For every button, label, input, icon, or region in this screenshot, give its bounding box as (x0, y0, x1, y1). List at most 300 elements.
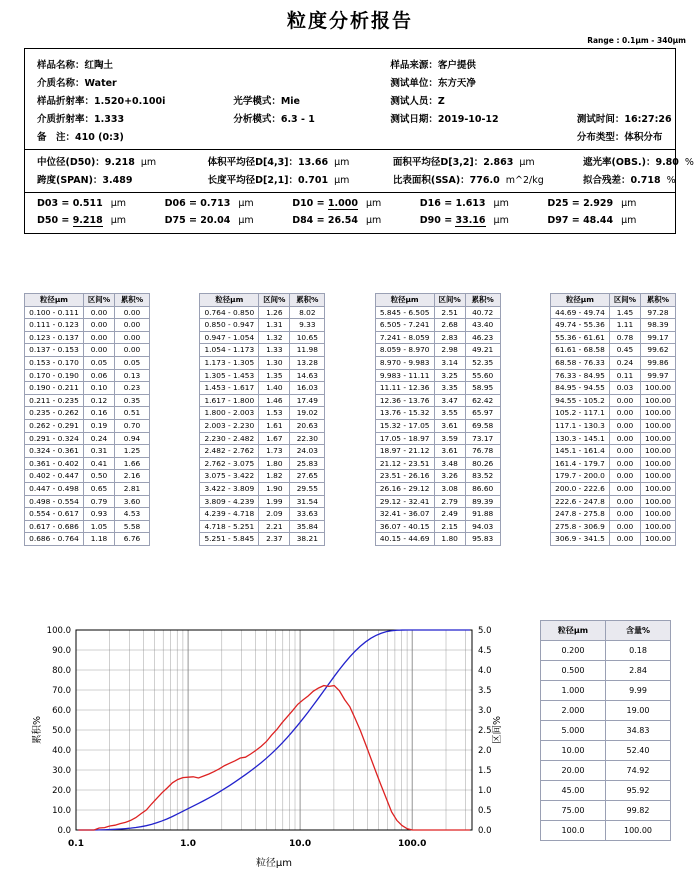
table-cell: 2.15 (434, 520, 465, 533)
table-row (375, 356, 500, 369)
table-cell: 38.21 (290, 533, 325, 546)
table-cell: 26.16 - 29.12 (375, 482, 434, 495)
percentile-label: D97 = (547, 215, 584, 226)
table-cell: 2.83 (434, 331, 465, 344)
table-cell: 0.324 - 0.361 (25, 445, 84, 458)
table-cell: 20.00 (541, 761, 606, 781)
range-label: Range : 0.1μm - 340μm (587, 36, 686, 45)
table-cell: 100.00 (640, 457, 675, 470)
table-cell: 200.0 - 222.6 (550, 482, 609, 495)
table-cell: 2.762 - 3.075 (200, 457, 259, 470)
info-field (577, 93, 675, 107)
table-row (550, 306, 675, 319)
table-cell: 17.05 - 18.97 (375, 432, 434, 445)
content-summary-table (540, 620, 671, 841)
table-row (25, 356, 150, 369)
table-cell: 40.72 (465, 306, 500, 319)
table-row (25, 508, 150, 521)
table-row (541, 741, 671, 761)
report-page (0, 6, 700, 881)
table-cell: 2.98 (434, 344, 465, 357)
percentile-label: D75 = (164, 215, 201, 226)
table-row (550, 356, 675, 369)
y-axis-left-tick: 60.0 (52, 706, 71, 716)
table-cell: 100.00 (640, 482, 675, 495)
y-axis-left-tick: 80.0 (52, 666, 71, 676)
table-cell: 0.00 (609, 419, 640, 432)
stats-field (393, 172, 583, 186)
info-label: 测试日期： (390, 114, 438, 125)
table-cell: 3.25 (434, 369, 465, 382)
table-cell: 0.70 (115, 419, 150, 432)
table-cell: 105.2 - 117.1 (550, 407, 609, 420)
info-label: 测试人员： (390, 96, 438, 107)
table-cell: 1.05 (84, 520, 115, 533)
table-header-row (25, 294, 150, 307)
table-cell: 4.239 - 4.718 (200, 508, 259, 521)
info-value: Z (437, 96, 445, 107)
table-cell: 15.32 - 17.05 (375, 419, 434, 432)
info-field (577, 75, 675, 89)
table-cell: 100.00 (640, 520, 675, 533)
table-cell: 0.235 - 0.262 (25, 407, 84, 420)
column-header: 粒径μm (375, 294, 434, 307)
table-cell: 222.6 - 247.8 (550, 495, 609, 508)
info-value: 客户提供 (437, 60, 476, 71)
table-row (550, 445, 675, 458)
table-cell: 0.19 (84, 419, 115, 432)
table-cell: 31.54 (290, 495, 325, 508)
table-cell: 3.48 (434, 457, 465, 470)
table-row (550, 344, 675, 357)
column-header: 累积% (115, 294, 150, 307)
info-field (233, 57, 390, 71)
info-field (577, 111, 675, 125)
distribution-table (24, 293, 150, 546)
table-cell: 306.9 - 341.5 (550, 533, 609, 546)
table-cell: 1.18 (84, 533, 115, 546)
table-cell: 16.03 (290, 382, 325, 395)
stats-value: 9.218 (104, 157, 135, 168)
info-field (233, 129, 390, 143)
table-cell: 29.55 (290, 482, 325, 495)
stats-field (208, 172, 393, 186)
percentile-unit: μm (493, 215, 509, 226)
table-cell: 2.230 - 2.482 (200, 432, 259, 445)
y-axis-left-tick: 70.0 (52, 686, 71, 696)
info-value: 1.520+0.100i (94, 96, 166, 107)
table-row (375, 369, 500, 382)
table-cell: 0.947 - 1.054 (200, 331, 259, 344)
table-row (200, 356, 325, 369)
table-cell: 8.059 - 8.970 (375, 344, 434, 357)
table-cell: 11.98 (290, 344, 325, 357)
info-label: 光学模式： (233, 96, 281, 107)
percentile-unit: μm (493, 198, 509, 209)
y-axis-left-tick: 40.0 (52, 746, 71, 756)
info-value: 体积分布 (624, 132, 663, 143)
table-cell: 0.11 (609, 369, 640, 382)
table-cell: 1.32 (259, 331, 290, 344)
table-cell: 1.90 (259, 482, 290, 495)
table-cell: 80.26 (465, 457, 500, 470)
table-row (550, 407, 675, 420)
y-axis-right-tick: 2.5 (478, 726, 492, 736)
table-cell: 6.76 (115, 533, 150, 546)
distribution-table (375, 293, 501, 546)
percentile-unit: μm (621, 198, 637, 209)
table-cell: 0.211 - 0.235 (25, 394, 84, 407)
table-cell: 52.40 (606, 741, 671, 761)
table-row (200, 533, 325, 546)
table-cell: 0.00 (609, 470, 640, 483)
table-cell: 0.190 - 0.211 (25, 382, 84, 395)
table-cell: 0.00 (115, 319, 150, 332)
table-cell: 0.361 - 0.402 (25, 457, 84, 470)
table-cell: 3.47 (434, 394, 465, 407)
table-cell: 99.17 (640, 331, 675, 344)
table-cell: 179.7 - 200.0 (550, 470, 609, 483)
table-cell: 3.35 (434, 382, 465, 395)
percentile-field (547, 215, 675, 226)
table-cell: 1.82 (259, 470, 290, 483)
percentile-unit: μm (110, 215, 127, 226)
table-cell: 100.00 (640, 407, 675, 420)
percentile-label: D03 = (37, 198, 73, 209)
table-row (375, 495, 500, 508)
table-cell: 1.173 - 1.305 (200, 356, 259, 369)
stats-unit: μm (334, 157, 350, 168)
chart-svg (24, 618, 524, 868)
table-cell: 24.03 (290, 445, 325, 458)
info-field (390, 93, 577, 107)
info-label: 测试时间： (576, 114, 625, 125)
table-cell: 12.36 - 13.76 (375, 394, 434, 407)
table-cell: 86.60 (465, 482, 500, 495)
table-row (375, 482, 500, 495)
table-cell: 1.46 (259, 394, 290, 407)
table-cell: 0.05 (115, 356, 150, 369)
stats-label: 遮光率(OBS.)： (583, 157, 656, 168)
percentile-field (547, 198, 675, 209)
table-row (200, 331, 325, 344)
table-row (200, 482, 325, 495)
table-row (375, 470, 500, 483)
column-header: 区间% (84, 294, 115, 307)
percentile-unit: μm (365, 198, 382, 209)
table-row (25, 533, 150, 546)
table-cell: 7.241 - 8.059 (375, 331, 434, 344)
info-value: 410 (0:3) (75, 132, 124, 143)
table-cell: 0.05 (84, 356, 115, 369)
table-cell: 99.62 (640, 344, 675, 357)
info-field (25, 111, 233, 125)
y-axis-right-tick: 1.5 (478, 766, 492, 776)
percentile-value: 26.54 (327, 215, 358, 226)
stats-label: 中位径(D50)： (37, 157, 105, 168)
x-axis-tick: 100.0 (397, 839, 427, 849)
info-field (233, 111, 390, 125)
table-row (550, 319, 675, 332)
info-field (390, 57, 577, 71)
column-header: 累积% (640, 294, 675, 307)
table-cell: 3.14 (434, 356, 465, 369)
stats-unit: μm (519, 157, 535, 168)
table-cell: 44.69 - 49.74 (550, 306, 609, 319)
table-cell: 0.24 (609, 356, 640, 369)
info-row (25, 109, 675, 127)
table-row (200, 319, 325, 332)
info-row (25, 91, 675, 109)
table-cell: 0.06 (84, 369, 115, 382)
table-cell: 0.00 (115, 331, 150, 344)
table-cell: 3.61 (434, 445, 465, 458)
table-row (200, 419, 325, 432)
percentile-value: 9.218 (72, 215, 103, 226)
table-cell: 2.51 (434, 306, 465, 319)
table-cell: 2.81 (115, 482, 150, 495)
table-cell: 0.402 - 0.447 (25, 470, 84, 483)
table-cell: 2.482 - 2.762 (200, 445, 259, 458)
table-cell: 69.58 (465, 419, 500, 432)
percentile-field (25, 215, 165, 226)
table-cell: 18.97 - 21.12 (375, 445, 434, 458)
table-cell: 0.23 (115, 382, 150, 395)
table-row (25, 394, 150, 407)
table-cell: 9.33 (290, 319, 325, 332)
table-cell: 1.31 (259, 319, 290, 332)
table-cell: 2.79 (434, 495, 465, 508)
table-cell: 75.00 (541, 801, 606, 821)
table-cell: 17.49 (290, 394, 325, 407)
table-cell: 65.97 (465, 407, 500, 420)
table-cell: 1.40 (259, 382, 290, 395)
y-axis-left-tick: 90.0 (52, 646, 71, 656)
percentile-field (165, 198, 293, 209)
table-cell: 2.003 - 2.230 (200, 419, 259, 432)
info-value: 2019-10-12 (437, 114, 499, 125)
info-value: 东方天净 (437, 78, 476, 89)
table-cell: 2.37 (259, 533, 290, 546)
info-value: 16:27:26 (624, 114, 672, 125)
stats-label: 体积平均径D[4,3]： (207, 157, 299, 168)
table-cell: 0.50 (84, 470, 115, 483)
table-cell: 14.63 (290, 369, 325, 382)
table-row (25, 520, 150, 533)
table-cell: 58.95 (465, 382, 500, 395)
table-cell: 9.99 (606, 681, 671, 701)
info-label: 介质名称： (37, 78, 85, 89)
table-cell: 0.00 (609, 482, 640, 495)
table-row (200, 457, 325, 470)
table-row (550, 331, 675, 344)
info-value: Water (84, 78, 117, 89)
table-cell: 33.63 (290, 508, 325, 521)
table-cell: 94.55 - 105.2 (550, 394, 609, 407)
info-label: 分析模式： (233, 114, 281, 125)
table-row (375, 344, 500, 357)
table-row (200, 369, 325, 382)
table-cell: 0.16 (84, 407, 115, 420)
table-row (200, 445, 325, 458)
table-row (200, 344, 325, 357)
stats-unit: μm (140, 157, 157, 168)
table-cell: 5.845 - 6.505 (375, 306, 434, 319)
percentile-field (420, 215, 548, 226)
table-cell: 27.65 (290, 470, 325, 483)
table-cell: 2.09 (259, 508, 290, 521)
table-row (541, 681, 671, 701)
table-cell: 100.00 (640, 382, 675, 395)
divider (25, 149, 675, 150)
table-cell: 2.000 (541, 701, 606, 721)
table-cell: 36.07 - 40.15 (375, 520, 434, 533)
table-cell: 0.00 (609, 520, 640, 533)
percentile-label: D84 = (292, 215, 328, 226)
table-row (200, 306, 325, 319)
table-row (550, 482, 675, 495)
stats-label: 比表面积(SSA)： (392, 175, 470, 186)
table-cell: 29.12 - 32.41 (375, 495, 434, 508)
table-cell: 10.65 (290, 331, 325, 344)
table-cell: 0.79 (84, 495, 115, 508)
table-row (25, 432, 150, 445)
table-cell: 0.00 (609, 508, 640, 521)
table-row (375, 419, 500, 432)
stats-unit: m^2/kg (505, 175, 544, 186)
y-axis-left-tick: 20.0 (52, 786, 71, 796)
info-label: 测试单位： (390, 78, 438, 89)
table-cell: 97.28 (640, 306, 675, 319)
table-cell: 1.99 (259, 495, 290, 508)
column-header: 区间% (434, 294, 465, 307)
column-header: 区间% (609, 294, 640, 307)
table-cell: 0.170 - 0.190 (25, 369, 84, 382)
x-axis-tick: 1.0 (180, 839, 197, 849)
table-cell: 23.51 - 26.16 (375, 470, 434, 483)
table-row (25, 344, 150, 357)
info-label: 分布类型： (576, 132, 625, 143)
table-cell: 1.30 (259, 356, 290, 369)
table-cell: 5.58 (115, 520, 150, 533)
table-cell: 40.15 - 44.69 (375, 533, 434, 546)
table-row (375, 382, 500, 395)
table-row (25, 319, 150, 332)
table-row (550, 394, 675, 407)
table-cell: 100.0 (541, 821, 606, 841)
table-cell: 0.850 - 0.947 (200, 319, 259, 332)
page-title: 粒度分析报告 (286, 10, 413, 32)
table-cell: 3.809 - 4.239 (200, 495, 259, 508)
table-cell: 0.00 (609, 432, 640, 445)
table-cell: 35.84 (290, 520, 325, 533)
y-axis-left-tick: 50.0 (52, 726, 71, 736)
distribution-tables (24, 293, 676, 546)
table-row (550, 495, 675, 508)
table-cell: 0.13 (115, 369, 150, 382)
table-cell: 13.76 - 15.32 (375, 407, 434, 420)
info-field (25, 57, 233, 71)
table-cell: 98.39 (640, 319, 675, 332)
table-cell: 0.00 (609, 495, 640, 508)
table-cell: 99.97 (640, 369, 675, 382)
table-cell: 1.11 (609, 319, 640, 332)
y-axis-right-tick: 0.5 (478, 806, 492, 816)
table-cell: 0.00 (84, 306, 115, 319)
table-cell: 117.1 - 130.3 (550, 419, 609, 432)
column-header: 累积% (290, 294, 325, 307)
stats-label: 面积平均径D[3,2]： (392, 157, 484, 168)
stats-unit: % (684, 157, 694, 168)
table-cell: 1.305 - 1.453 (200, 369, 259, 382)
y-axis-left-tick: 0.0 (57, 826, 71, 836)
info-field (25, 129, 233, 143)
table-cell: 0.03 (609, 382, 640, 395)
stats-value: 9.80 (655, 157, 679, 168)
table-row (200, 432, 325, 445)
table-cell: 100.00 (640, 432, 675, 445)
table-row (25, 482, 150, 495)
table-cell: 43.40 (465, 319, 500, 332)
table-cell: 34.83 (606, 721, 671, 741)
table-cell: 49.21 (465, 344, 500, 357)
table-header-row (200, 294, 325, 307)
table-cell: 2.21 (259, 520, 290, 533)
table-cell: 55.60 (465, 369, 500, 382)
y-axis-left-tick: 100.0 (46, 626, 71, 636)
percentile-value: 48.44 (583, 215, 614, 226)
percentile-value: 1.000 (327, 198, 358, 209)
table-cell: 21.12 - 23.51 (375, 457, 434, 470)
percentile-field (25, 198, 165, 209)
column-header: 粒径μm (550, 294, 609, 307)
table-row (550, 432, 675, 445)
table-cell: 0.24 (84, 432, 115, 445)
stats-field (393, 154, 583, 168)
table-cell: 3.08 (434, 482, 465, 495)
table-cell: 247.8 - 275.8 (550, 508, 609, 521)
percentile-unit: μm (238, 215, 254, 226)
stats-row (25, 152, 694, 170)
table-row (375, 306, 500, 319)
percentile-row (25, 195, 675, 212)
table-row (25, 470, 150, 483)
table-cell: 0.00 (609, 394, 640, 407)
info-value: 6.3 - 1 (280, 114, 315, 125)
table-row (25, 331, 150, 344)
table-cell: 5.251 - 5.845 (200, 533, 259, 546)
table-row (375, 331, 500, 344)
table-row (200, 508, 325, 521)
stats-label: 拟合残差： (583, 175, 631, 186)
table-cell: 52.35 (465, 356, 500, 369)
table-cell: 49.74 - 55.36 (550, 319, 609, 332)
chart-series-right (78, 686, 470, 830)
table-cell: 0.500 (541, 661, 606, 681)
table-row (200, 495, 325, 508)
table-row (375, 319, 500, 332)
percentile-label: D50 = (37, 215, 73, 226)
stats-field (25, 172, 208, 186)
table-cell: 19.00 (606, 701, 671, 721)
divider (25, 192, 675, 193)
info-field (577, 129, 675, 143)
table-cell: 3.55 (434, 407, 465, 420)
table-cell: 0.00 (609, 445, 640, 458)
table-row (541, 701, 671, 721)
table-cell: 3.59 (434, 432, 465, 445)
percentile-value: 1.613 (455, 198, 486, 209)
